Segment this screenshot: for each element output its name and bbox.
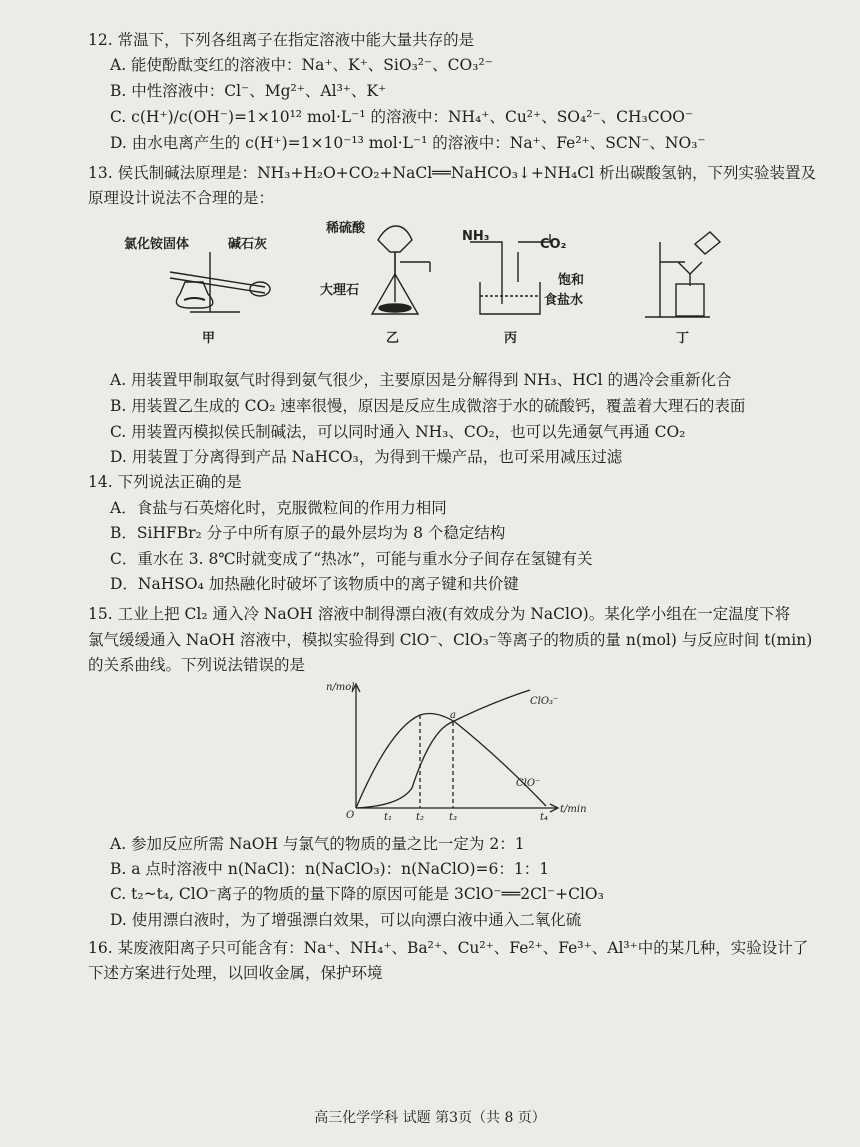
bing-label-co2: CO₂ bbox=[540, 237, 567, 252]
q16-stem-line2: 下述方案进行处理，以回收金属，保护环境 bbox=[88, 964, 383, 982]
apparatus-figure bbox=[110, 212, 750, 362]
yi-label-acid: 稀硫酸 bbox=[326, 221, 366, 236]
bing-label-nh3: NH₃ bbox=[462, 229, 490, 244]
q14-option-a: A．食盐与石英熔化时，克服微粒间的作用力相同 bbox=[110, 499, 447, 517]
q15-option-d: D. 使用漂白液时，为了增强漂白效果，可以向漂白液中通入二氧化硫 bbox=[110, 911, 582, 929]
graph-t1: t₁ bbox=[384, 812, 393, 823]
n-t-graph bbox=[320, 678, 630, 828]
q15-stem-line2: 氯气缓缓通入 NaOH 溶液中，模拟实验得到 ClO⁻、ClO₃⁻等离子的物质的量 n(mol) 与反应时间 t(min) bbox=[88, 631, 813, 649]
graph-t4: t₄ bbox=[540, 812, 549, 823]
q14-option-d: D．NaHSO₄ 加热融化时破坏了该物质中的离子键和共价键 bbox=[110, 575, 519, 593]
q15-stem-line3: 的关系曲线。下列说法错误的是 bbox=[88, 656, 306, 674]
q16-stem-line1: 16. 某废液阳离子只可能含有：Na⁺、NH₄⁺、Ba²⁺、Cu²⁺、Fe²⁺、Fe³⁺、Al³⁺中的某几种，实验设计了 bbox=[88, 939, 809, 957]
graph-t3: t₃ bbox=[449, 812, 458, 823]
bing-label-saturated: 饱和 bbox=[558, 273, 585, 288]
q14-stem: 14. 下列说法正确的是 bbox=[88, 473, 242, 491]
graph-t2: t₂ bbox=[416, 812, 425, 823]
bing-label-brine: 食盐水 bbox=[544, 293, 584, 308]
apparatus-bing bbox=[470, 234, 550, 314]
q15-option-a: A. 参加反应所需 NaOH 与氯气的物质的量之比一定为 2：1 bbox=[110, 835, 525, 853]
q12-stem: 12. 常温下，下列各组离子在指定溶液中能大量共存的是 bbox=[88, 31, 475, 49]
curve-clo3 bbox=[356, 690, 530, 808]
q12-option-b: B. 中性溶液中：Cl⁻、Mg²⁺、Al³⁺、K⁺ bbox=[110, 82, 387, 100]
yi-label-marble: 大理石 bbox=[320, 283, 360, 298]
yi-name: 乙 bbox=[386, 331, 400, 346]
page-footer: 高三化学学科 试题 第3页（共 8 页） bbox=[314, 1110, 546, 1126]
q14-option-b: B．SiHFBr₂ 分子中所有原子的最外层均为 8 个稳定结构 bbox=[110, 524, 506, 542]
jia-label-nh4cl: 氯化铵固体 bbox=[124, 237, 190, 252]
ding-name: 丁 bbox=[676, 331, 690, 346]
graph-xlabel: t/min bbox=[560, 804, 587, 815]
q13-option-d: D. 用装置丁分离得到产品 NaHCO₃，为得到干燥产品，也可采用减压过滤 bbox=[110, 448, 623, 466]
apparatus-jia bbox=[170, 252, 270, 312]
q13-stem-line1: 13. 侯氏制碱法原理是：NH₃+H₂O+CO₂+NaCl══NaHCO₃↓+NH₄Cl 析出碳酸氢钠，下列实验装置及 bbox=[88, 164, 816, 182]
q15-option-b: B. a 点时溶液中 n(NaCl)：n(NaClO₃)：n(NaClO)=6：1：1 bbox=[110, 860, 550, 878]
q12-option-d: D. 由水电离产生的 c(H⁺)=1×10⁻¹³ mol·L⁻¹ 的溶液中：Na⁺、Fe²⁺、SCN⁻、NO₃⁻ bbox=[110, 134, 706, 152]
apparatus-yi bbox=[372, 226, 430, 314]
q12-option-c: C. c(H⁺)/c(OH⁻)=1×10¹² mol·L⁻¹ 的溶液中：NH₄⁺、Cu²⁺、SO₄²⁻、CH₃COO⁻ bbox=[110, 108, 694, 126]
q12-option-a: A. 能使酚酞变红的溶液中：Na⁺、K⁺、SiO₃²⁻、CO₃²⁻ bbox=[110, 56, 493, 74]
q15-stem-line1: 15. 工业上把 Cl₂ 通入冷 NaOH 溶液中制得漂白液(有效成分为 NaClO)。某化学小组在一定温度下将 bbox=[88, 605, 791, 623]
apparatus-ding bbox=[645, 232, 720, 317]
graph-point-a: a bbox=[450, 710, 456, 721]
q13-option-a: A. 用装置甲制取氨气时得到氨气很少，主要原因是分解得到 NH₃、HCl 的遇冷会重新化合 bbox=[110, 371, 732, 389]
q13-option-b: B. 用装置乙生成的 CO₂ 速率很慢，原因是反应生成微溶于水的硫酸钙，覆盖着大理石的表面 bbox=[110, 397, 746, 415]
q15-option-c: C. t₂~t₄, ClO⁻离子的物质的量下降的原因可能是 3ClO⁻══2Cl⁻+ClO₃ bbox=[110, 885, 604, 903]
graph-curve-clo3-label: ClO₃⁻ bbox=[530, 696, 559, 707]
curve-clo bbox=[356, 714, 546, 808]
jia-name: 甲 bbox=[202, 331, 216, 346]
graph-origin: O bbox=[346, 810, 355, 821]
q13-stem-line2: 原理设计说法不合理的是： bbox=[88, 189, 275, 207]
graph-curve-clo-label: ClO⁻ bbox=[516, 778, 541, 789]
q14-option-c: C．重水在 3. 8℃时就变成了“热冰”，可能与重水分子间存在氢键有关 bbox=[110, 550, 593, 568]
jia-label-soda-lime: 碱石灰 bbox=[228, 237, 268, 252]
q13-option-c: C. 用装置丙模拟侯氏制碱法，可以同时通入 NH₃、CO₂，也可以先通氨气再通 CO₂ bbox=[110, 423, 686, 441]
bing-name: 丙 bbox=[504, 331, 518, 346]
graph-ylabel: n/mol bbox=[326, 682, 355, 693]
